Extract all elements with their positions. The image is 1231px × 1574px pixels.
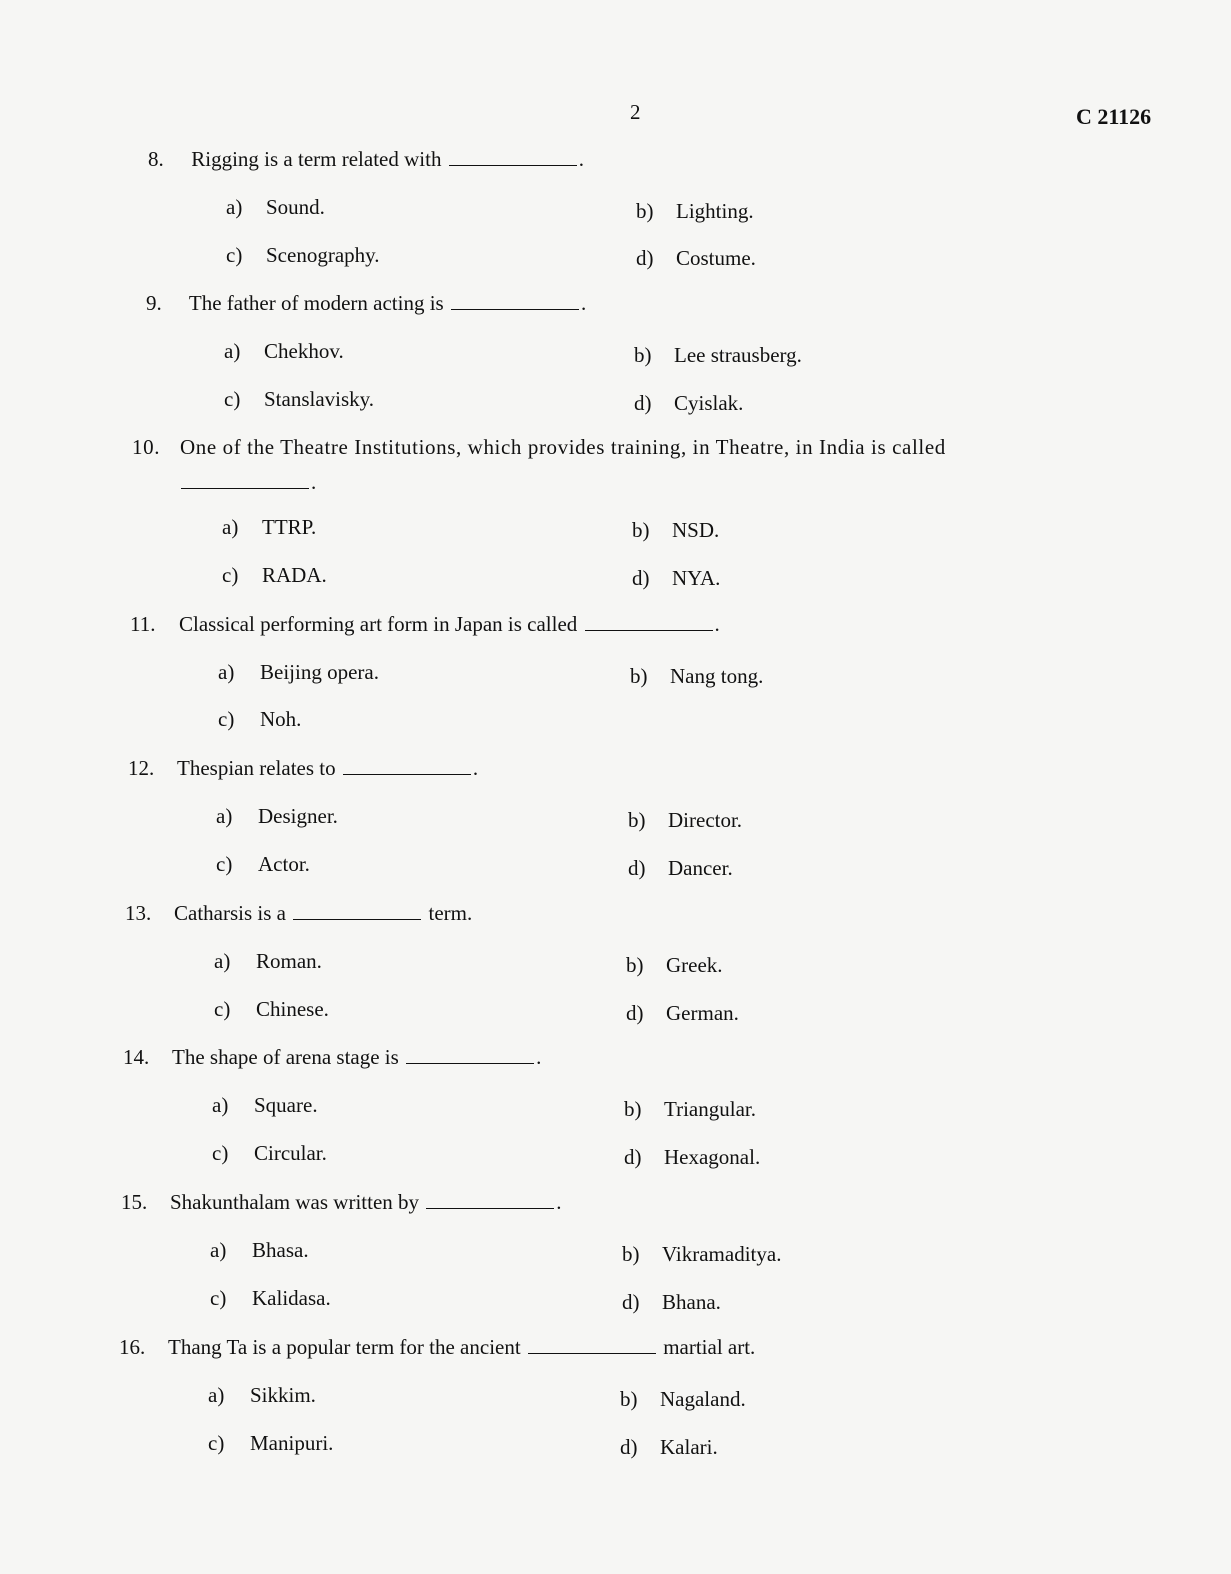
option-a <box>214 949 322 974</box>
option-text: Greek. <box>666 953 723 977</box>
option-text: Kalari. <box>660 1435 718 1459</box>
option-label: a) <box>218 660 235 684</box>
option-label: d) <box>626 1001 644 1025</box>
question-10-continued <box>181 470 316 495</box>
option-label: b) <box>632 518 650 542</box>
question-text: One of the Theatre Institutions, which provides training, in Theatre, in India is called <box>180 435 946 459</box>
option-text: Hexagonal. <box>664 1145 761 1169</box>
option-c <box>222 563 327 588</box>
option-text: Designer. <box>258 804 338 828</box>
option-label: d) <box>622 1290 640 1314</box>
option-label: d) <box>636 246 654 270</box>
option-a <box>222 515 316 540</box>
question-text: Catharsis is a <box>174 901 286 925</box>
option-c <box>208 1431 333 1456</box>
answer-blank <box>343 773 471 775</box>
option-label: b) <box>634 343 652 367</box>
option-d <box>632 566 720 591</box>
question-number: 16. <box>119 1335 146 1359</box>
question-10 <box>132 435 946 460</box>
option-b <box>626 953 723 978</box>
option-b <box>624 1097 756 1122</box>
option-label: a) <box>212 1093 229 1117</box>
option-text: Lighting. <box>676 199 754 223</box>
option-c <box>212 1141 327 1166</box>
question-text-end: term. <box>428 901 473 925</box>
option-c <box>226 243 380 268</box>
option-d <box>626 1001 739 1026</box>
option-a <box>216 804 338 829</box>
option-a <box>210 1238 309 1263</box>
option-a <box>226 195 325 220</box>
question-text: The father of modern acting is <box>188 291 444 315</box>
option-label: b) <box>628 808 646 832</box>
option-text: Roman. <box>256 949 322 973</box>
question-text-end: . <box>714 612 720 636</box>
option-text: Circular. <box>254 1141 327 1165</box>
question-text: Shakunthalam was written by <box>170 1190 420 1214</box>
option-label: a) <box>208 1383 225 1407</box>
option-label: c) <box>216 852 233 876</box>
option-label: c) <box>212 1141 229 1165</box>
option-text: Lee strausberg. <box>674 343 802 367</box>
question-text-end: . <box>311 470 317 494</box>
question-text-end: . <box>556 1190 562 1214</box>
question-number: 12. <box>128 756 155 780</box>
option-label: b) <box>624 1097 642 1121</box>
question-number: 14. <box>123 1045 150 1069</box>
option-text: Stanslavisky. <box>264 387 375 411</box>
question-number: 10. <box>132 435 161 459</box>
question-text-end: . <box>536 1045 542 1069</box>
question-number: 15. <box>121 1190 148 1214</box>
exam-code: C 21126 <box>1076 104 1152 129</box>
option-label: b) <box>622 1242 640 1266</box>
option-text: Costume. <box>676 246 756 270</box>
option-text: TTRP. <box>262 515 317 539</box>
option-text: Cyislak. <box>674 391 744 415</box>
option-text: Vikramaditya. <box>662 1242 782 1266</box>
option-text: RADA. <box>262 563 327 587</box>
question-8 <box>148 147 584 172</box>
option-text: Sound. <box>266 195 325 219</box>
option-label: a) <box>210 1238 227 1262</box>
option-label: d) <box>632 566 650 590</box>
option-label: a) <box>216 804 233 828</box>
option-b <box>620 1387 746 1412</box>
option-d <box>622 1290 721 1315</box>
option-label: c) <box>218 707 235 731</box>
question-text: Thespian relates to <box>177 756 336 780</box>
option-c <box>218 707 301 732</box>
option-d <box>620 1435 718 1460</box>
option-b <box>630 664 763 689</box>
option-text: Director. <box>668 808 743 832</box>
option-b <box>636 199 754 224</box>
question-14 <box>123 1045 541 1070</box>
option-label: c) <box>210 1286 227 1310</box>
option-c <box>214 997 329 1022</box>
option-label: a) <box>222 515 239 539</box>
option-label: c) <box>226 243 243 267</box>
question-text: Classical performing art form in Japan is called <box>179 612 578 636</box>
option-label: c) <box>214 997 231 1021</box>
option-text: Square. <box>254 1093 318 1117</box>
option-d <box>628 856 733 881</box>
option-text: NSD. <box>672 518 720 542</box>
question-text-end: . <box>580 291 587 315</box>
question-text: Rigging is a term related with <box>191 147 442 171</box>
option-label: c) <box>222 563 239 587</box>
option-label: b) <box>620 1387 638 1411</box>
answer-blank <box>585 629 713 631</box>
option-text: Chekhov. <box>264 339 344 363</box>
option-text: Chinese. <box>256 997 329 1021</box>
question-number: 9. <box>146 291 162 315</box>
option-label: a) <box>214 949 231 973</box>
answer-blank <box>406 1062 534 1064</box>
option-label: c) <box>224 387 241 411</box>
option-b <box>634 343 802 368</box>
option-a <box>212 1093 318 1118</box>
option-a <box>208 1383 316 1408</box>
option-b <box>622 1242 781 1267</box>
option-text: Noh. <box>260 707 302 731</box>
option-d <box>636 246 756 271</box>
option-d <box>634 391 743 416</box>
question-text-end: . <box>578 147 584 171</box>
question-text: Thang Ta is a popular term for the ancient <box>168 1335 521 1359</box>
option-text: Nagaland. <box>660 1387 746 1411</box>
option-label: a) <box>224 339 241 363</box>
question-number: 11. <box>130 612 156 636</box>
option-a <box>224 339 344 364</box>
option-text: Scenography. <box>266 243 380 267</box>
option-label: c) <box>208 1431 225 1455</box>
option-label: d) <box>634 391 652 415</box>
question-text-end: martial art. <box>663 1335 756 1359</box>
option-text: Actor. <box>258 852 310 876</box>
option-text: German. <box>666 1001 739 1025</box>
question-11 <box>130 612 720 637</box>
question-text-end: . <box>472 756 479 780</box>
option-b <box>628 808 742 833</box>
option-text: Manipuri. <box>250 1431 334 1455</box>
option-text: Bhana. <box>662 1290 721 1314</box>
option-label: d) <box>624 1145 642 1169</box>
option-d <box>624 1145 760 1170</box>
option-label: b) <box>626 953 644 977</box>
option-a <box>218 660 379 685</box>
option-text: Sikkim. <box>250 1383 316 1407</box>
option-text: Triangular. <box>664 1097 756 1121</box>
option-text: Dancer. <box>668 856 733 880</box>
question-text: The shape of arena stage is <box>172 1045 399 1069</box>
option-text: Beijing opera. <box>260 660 379 684</box>
answer-blank <box>181 487 309 489</box>
question-number: 8. <box>148 147 164 171</box>
option-label: d) <box>620 1435 638 1459</box>
option-text: Kalidasa. <box>252 1286 331 1310</box>
question-16 <box>119 1335 755 1360</box>
question-9 <box>146 291 586 316</box>
page-number: 2 <box>630 100 641 124</box>
option-label: b) <box>636 199 654 223</box>
answer-blank <box>451 308 579 310</box>
option-text: Nang tong. <box>670 664 764 688</box>
option-c <box>216 852 310 877</box>
option-text: Bhasa. <box>252 1238 309 1262</box>
option-c <box>210 1286 331 1311</box>
answer-blank <box>293 918 421 920</box>
question-13 <box>125 901 472 926</box>
option-b <box>632 518 719 543</box>
answer-blank <box>449 164 577 166</box>
option-c <box>224 387 374 412</box>
question-15 <box>121 1190 562 1215</box>
option-label: a) <box>226 195 243 219</box>
answer-blank <box>528 1352 656 1354</box>
answer-blank <box>426 1207 554 1209</box>
option-text: NYA. <box>672 566 721 590</box>
option-label: b) <box>630 664 648 688</box>
question-number: 13. <box>125 901 152 925</box>
option-label: d) <box>628 856 646 880</box>
question-12 <box>128 756 478 781</box>
